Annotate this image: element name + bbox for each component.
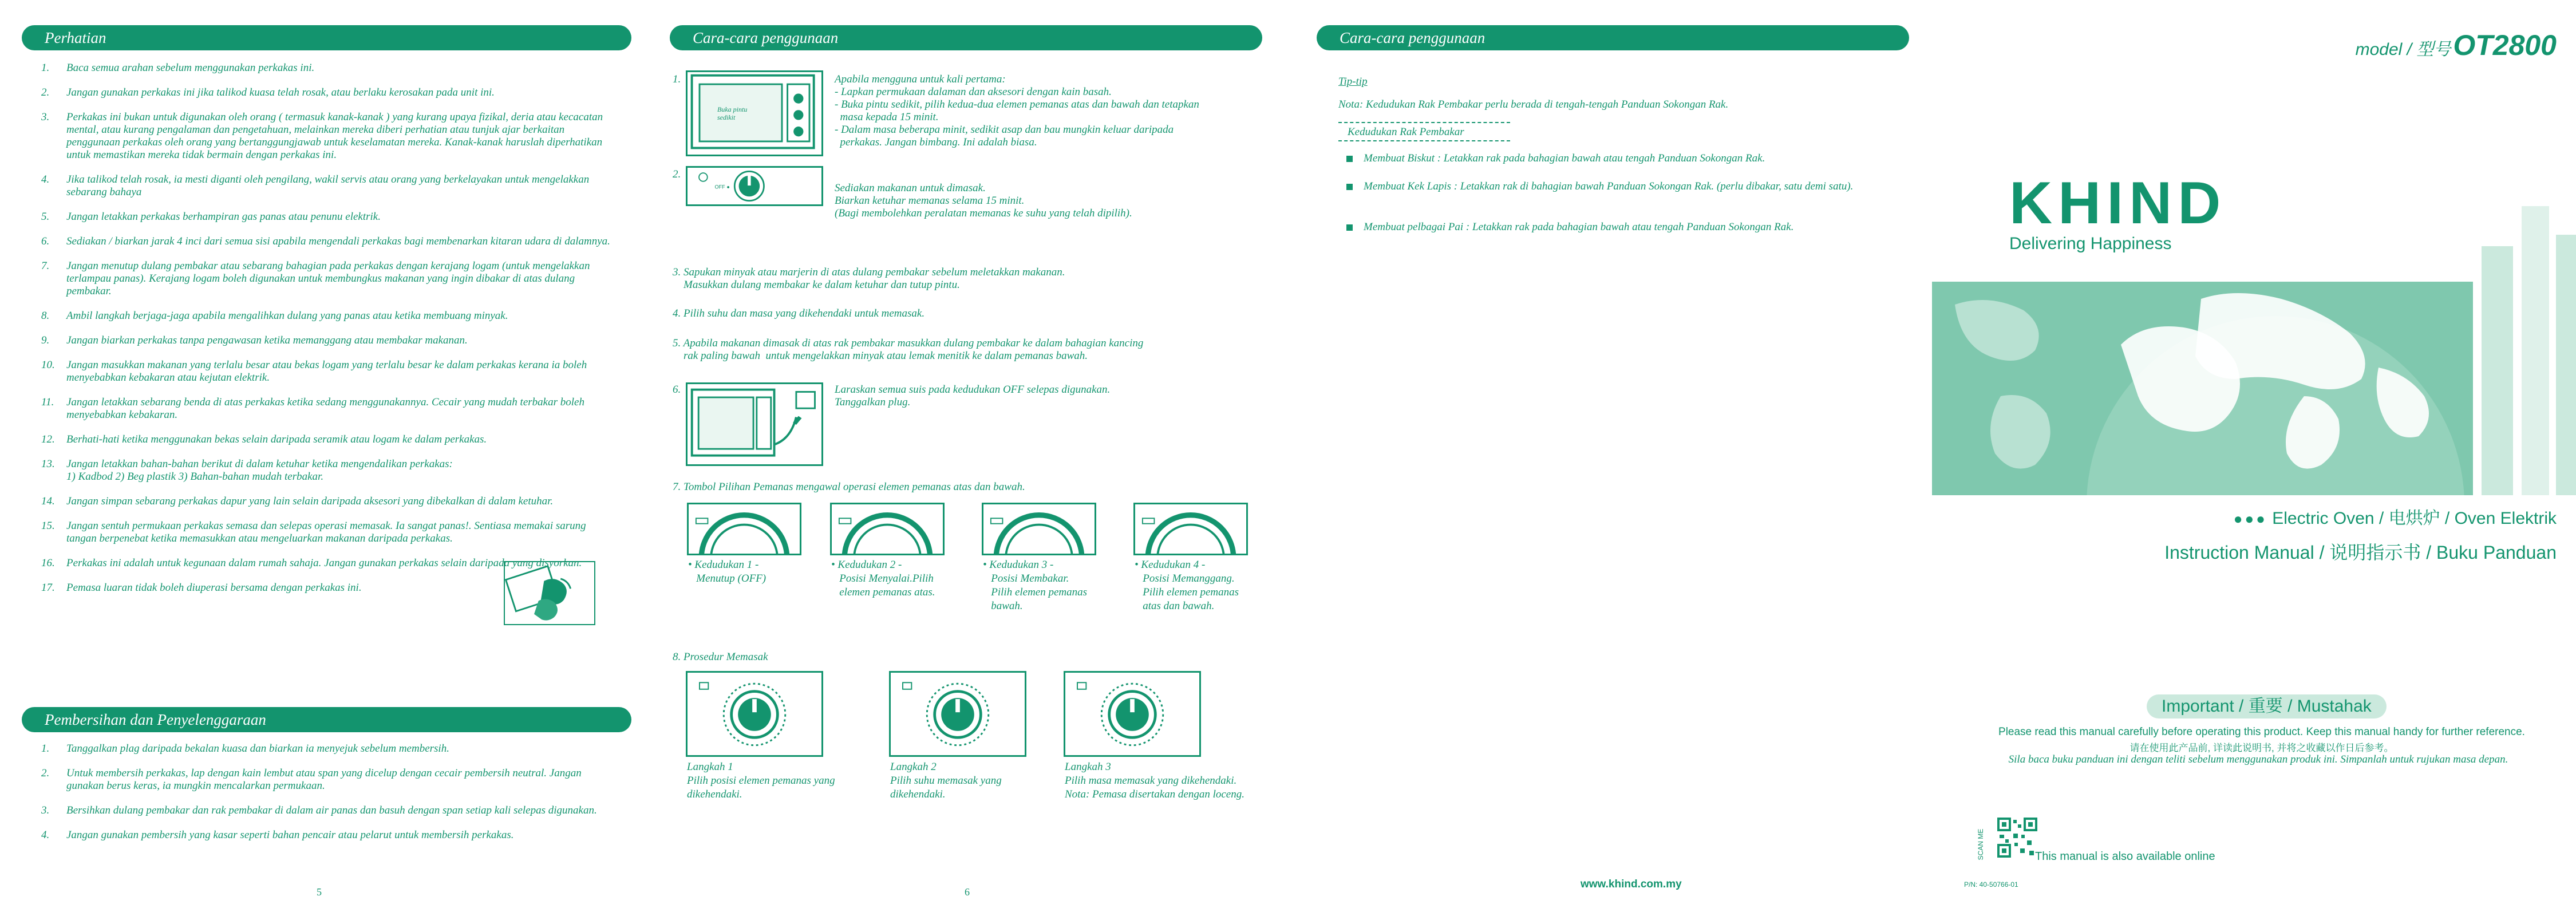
list-item [41,111,614,161]
list-item [41,310,614,322]
procedure-step-1-caption: Langkah 1 Pilih posisi elemen pemanas yang dikehendaki. [687,761,835,800]
list-item [41,211,614,223]
item-number: 8. [41,310,50,322]
list-item [41,495,614,508]
rack-position-label-box [1338,122,1510,141]
item-text: Pemasa luaran tidak boleh diuperasi bersama dengan perkakas ini. [66,582,362,594]
read-notice-ms: Sila baca buku panduan ini dengan teliti sebelum menggunakan produk ini. Simpanlah untuk rujukan masa depan. [2008,753,2508,765]
section-header-pembersihan: Pembersihan dan Penyelenggaraan [22,707,631,732]
item-text: Jangan menutup dulang pembakar atau sebarang bahagian pada perkakas dengan kerajang logam (untuk mengelakkan terlampau panas). Kerajang logam boleh digunakan untuk membungkus makanan yang ingin dibakar di atas dulang pembakar. [66,260,590,297]
heater-knob-icon [832,504,943,554]
gloves-illustration [504,561,595,625]
item-number: 13. [41,458,55,470]
section-header-perhatian: Perhatian [22,25,631,50]
step-2-number: 2. [673,168,681,180]
item-text: Berhati-hati ketika menggunakan bekas selain daripada seramik atau logam ke dalam perkakas. [66,433,487,445]
item-number: 3. [41,111,50,123]
item-number: 16. [41,557,55,569]
page-7 [1288,0,1932,912]
item-number: 17. [41,582,55,594]
step-1-text: Apabila mengguna untuk kali pertama: - Lapkan permukaan dalaman dan aksesori dengan kain basah. - Buka pintu sedikit, pilih kedua-dua elemen pemanas atas dan bawah dan tetapkan masa kepada 15 minit. - Dalam masa beberapa minit, sedikit asap dan bau mungkin keluar daripada perkakas. Jangan bimbang. Ini adalah biasa. [835,73,1199,148]
list-item [41,767,614,792]
item-number: 11. [41,396,54,408]
heater-position-4-caption: • Kedudukan 4 - Posisi Memanggang. Pilih elemen pemanas atas dan bawah. [1135,559,1239,612]
item-text: Perkakas ini bukan untuk digunakan oleh orang ( termasuk kanak-kanak ) yang kurang upaya fizikal, deria atau kecacatan mental, atau kurang pengalaman dan pengetahuan, melainkan mereka diberi perhatian atau tunjuk ajar berkaitan penggunaan perkakas oleh orang yang bertanggungjawab untuk keselamatan mereka. Kanak-kanak haruslah diperhatikan untuk memastikan mereka tidak bermain dengan perkakas ini. [66,111,603,161]
item-number: 12. [41,433,55,445]
item-number: 7. [41,260,50,272]
heater-position-1-illustration [687,503,801,555]
item-text: Jangan biarkan perkakas tanpa pengawasan ketika memanggang atau membakar makanan. [66,334,468,346]
item-number: 4. [41,829,50,841]
brand-name: KHIND [2009,170,2227,236]
procedure-step-3-caption: Langkah 3 Pilih masa memasak yang dikehendaki. Nota: Pemasa disertakan dengan loceng. [1065,761,1244,800]
step-2-text: Sediakan makanan untuk dimasak. Biarkan ketuhar memanas selama 15 minit. (Bagi membolehkan peralatan memanas ke suhu yang telah dipilih). [835,182,1132,219]
oven-gloves-icon [505,562,594,624]
step-8-text: 8. Prosedur Memasak [673,651,768,663]
tip-bullet-1: Membuat Biskut : Letakkan rak pada bahagian bawah atau tengah Panduan Sokongan Rak. [1346,152,1925,165]
item-number: 1. [41,743,50,755]
globe-icon [1932,282,2473,495]
dial-off-label: OFF ● [714,184,730,190]
unplug-illustration [686,382,823,466]
important-badge: Important / 重要 / Mustahak [2147,694,2387,718]
list-item [41,396,614,421]
item-text: Jangan simpan sebarang perkakas dapur yang lain selain daripada aksesori yang dibekalkan di dalam ketuhar. [66,495,554,507]
step-7-text: 7. Tombol Pilihan Pemanas mengawal operasi elemen pemanas atas dan bawah. [673,481,1025,493]
item-number: 5. [41,211,50,223]
brand-tagline: Delivering Happiness [2009,234,2172,253]
item-text: Jangan letakkan bahan-bahan berikut di dalam ketuhar ketika mengendalikan perkakas: 1) Kadbod 2) Beg plastik 3) Bahan-bahan mudah terbakar. [66,458,453,483]
item-number: 10. [41,359,55,371]
heater-position-1-caption: • Kedudukan 1 - Menutup (OFF) [688,559,767,585]
list-item [41,433,614,446]
product-name: Electric Oven / 电烘炉 / Oven Elektrik [2272,509,2557,528]
list-item [41,359,614,384]
heater-knob-icon [689,504,800,554]
heater-knob-icon [1135,504,1246,554]
item-text: Bersihkan dulang pembakar dan rak pembakar di dalam air panas dan basuh dengan span setiap kali selepas digunakan. [66,804,597,816]
model-line [2356,29,2557,62]
online-notice: This manual is also available online [2035,850,2215,863]
page-5 [0,0,644,912]
website: www.khind.com.my [1581,878,1682,890]
procedure-step-2-illustration [889,671,1026,757]
item-number: 6. [41,235,50,247]
world-map-banner [1932,282,2473,495]
procedure-step-1-illustration [686,671,823,757]
item-number: 3. [41,804,50,816]
product-line [2234,504,2557,529]
heater-position-2-caption: • Kedudukan 2 - Posisi Menyalai.Pilih elemen pemanas atas. [831,559,935,598]
heater-position-3-illustration [982,503,1096,555]
tip-bullet-2: Membuat Kek Lapis : Letakkan rak di bahagian bawah Panduan Sokongan Rak. (perlu dibakar, satu demi satu). [1346,180,1925,193]
item-text: Jangan gunakan pembersih yang kasar seperti bahan pencair atau pelarut untuk membersih perkakas. [66,829,514,841]
read-notice-en: Please read this manual carefully before operating this product. Keep this manual handy for further reference. [1998,726,2525,738]
list-item [41,743,614,755]
item-text: Jangan masukkan makanan yang terlalu besar atau bekas logam yang terlalu besar ke dalam perkakas kerana ia boleh menyebabkan kebakaran atau kejutan elektrik. [66,359,587,384]
item-text: Ambil langkah berjaga-jaga apabila mengalihkan dulang yang panas atau ketika membuang minyak. [66,310,508,322]
step-6-text: Laraskan semua suis pada kedudukan OFF selepas digunakan. Tanggalkan plug. [835,384,1111,408]
item-number: 1. [41,62,50,74]
heater-position-3-caption: • Kedudukan 3 - Posisi Membakar. Pilih elemen pemanas bawah. [983,559,1088,612]
rack-position-label: Kedudukan Rak Pembakar [1348,126,1464,138]
part-number: P/N: 40-50766-01 [1964,881,2018,889]
dots-icon: ●●● [2233,510,2267,527]
unplug-icon [688,384,821,464]
timer-dial-icon [688,168,821,204]
oven-icon [688,72,821,155]
item-text: Tanggalkan plag daripada bekalan kuasa dan biarkan ia menyejuk sebelum membersih. [66,743,449,755]
list-item [41,260,614,298]
item-text: Sediakan / biarkan jarak 4 inci dari semua sisi apabila mengendali perkakas bagi membenarkan kitaran udara di dalamnya. [66,235,610,247]
item-text: Jangan gunakan perkakas ini jika talikod kuasa telah rosak, atau berlaku kerosakan pada unit ini. [66,86,495,98]
pembersihan-list [41,743,614,854]
item-number: 2. [41,767,50,779]
item-text: Jika talikod telah rosak, ia mesti diganti oleh pengilang, wakil servis atau orang yang berkelayakan untuk mengelakkan sebarang bahaya [66,173,590,198]
procedure-step-3-illustration [1064,671,1201,757]
procedure-step-2-caption: Langkah 2 Pilih suhu memasak yang dikehendaki. [890,761,1002,800]
item-number: 4. [41,173,50,185]
step-5-text: 5. Apabila makanan dimasak di atas rak pembakar masukkan dulang pembakar ke dalam bahagian kancing rak paling bawah untuk mengelakkan minyak atau lemak menitik ke dalam pemanas bawah. [673,337,1144,362]
open-door-label: Buka pintu sedikit [717,105,748,121]
item-text: Jangan sentuh permukaan perkakas semasa dan selepas operasi memasak. Ia sangat panas!. Sentiasa memakai sarung tangan berpenebat ketika memasukkan atau mengeluarkan makanan daripada perkakas. [66,520,586,544]
dial-illustration-step2 [686,166,823,206]
control-dial-icon [1065,673,1199,755]
control-dial-icon [688,673,821,755]
heater-position-4-illustration [1133,503,1248,555]
step-6-number: 6. [673,384,681,396]
section-header-cara-2: Cara-cara penggunaan [1317,25,1909,50]
rack-note: Nota: Kedudukan Rak Pembakar perlu berada di tengah-tengah Panduan Sokongan Rak. [1338,98,1729,110]
item-number: 15. [41,520,55,532]
item-text: Baca semua arahan sebelum menggunakan perkakas ini. [66,62,315,74]
item-number: 9. [41,334,50,346]
item-text: Untuk membersih perkakas, lap dengan kain lembut atau span yang dicelup dengan cecair pembersih neutral. Jangan gunakan berus keras, ia mungkin mencalarkan permukaan. [66,767,582,792]
list-item [41,804,614,817]
scan-me-label: SCAN ME [1977,828,1985,860]
tip-bullet-3: Membuat pelbagai Pai : Letakkan rak pada bahagian bawah atau tengah Panduan Sokongan Rak. [1346,221,1925,234]
oven-door-illustration [686,70,823,156]
list-item [41,173,614,199]
page-6 [644,0,1288,912]
heater-knob-icon [983,504,1095,554]
list-item [41,334,614,347]
list-item [41,235,614,248]
tips-title: Tip-tip [1338,76,1368,88]
qr-code-icon [1997,818,2037,858]
list-item [41,458,614,483]
item-number: 2. [41,86,50,98]
list-item [41,62,614,74]
step-3-text: 3. Sapukan minyak atau marjerin di atas dulang pembakar sebelum meletakkan makanan. Masukkan dulang membakar ke dalam ketuhar dan tutup pintu. [673,266,1065,291]
item-number: 14. [41,495,55,507]
model-prefix: model / 型号 [2355,40,2451,59]
item-text: Jangan letakkan perkakas berhampiran gas panas atau penunu elektrik. [66,211,381,223]
heater-position-2-illustration [830,503,945,555]
manual-line: Instruction Manual / 说明指示书 / Buku Panduan [2164,542,2557,563]
model-number: OT2800 [2453,29,2557,61]
item-text: Jangan letakkan sebarang benda di atas perkakas ketika sedang menggunakannya. Cecair yang mudah terbakar boleh menyebabkan kebakaran. [66,396,584,421]
section-header-cara: Cara-cara penggunaan [670,25,1262,50]
list-item [41,520,614,545]
page-number: 5 [317,886,322,898]
control-dial-icon [891,673,1025,755]
step-4-text: 4. Pilih suhu dan masa yang dikehendaki untuk memasak. [673,307,925,319]
step-1-number: 1. [673,73,681,85]
list-item [41,829,614,842]
read-notice-zh: 请在使用此产品前, 详读此说明书, 并将之收藏以作日后参考。 [2129,743,2394,753]
page-number: 6 [965,886,970,898]
list-item [41,86,614,99]
cover-page [1932,0,2576,912]
khind-logo [2009,170,2227,254]
item-text: Perkakas ini adalah untuk kegunaan dalam rumah sahaja. Jangan gunakan perkakas selain daripada yang disyorkan. [66,557,582,569]
perhatian-list [41,62,614,606]
